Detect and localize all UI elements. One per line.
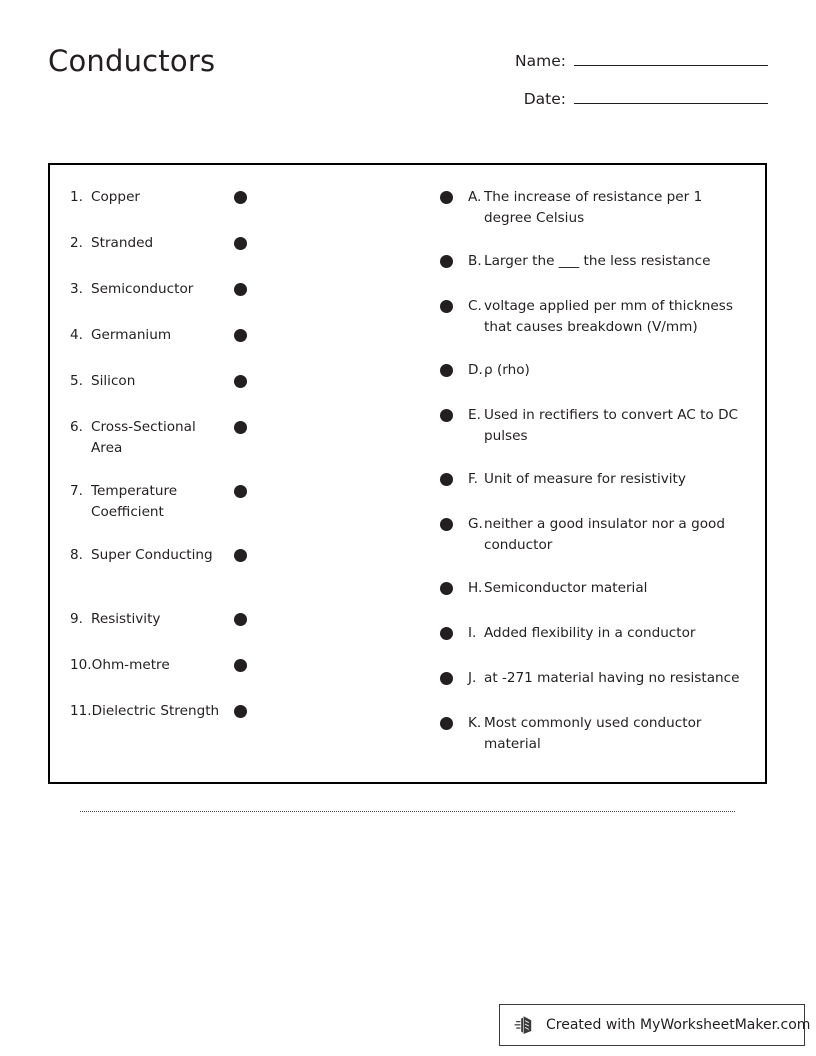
term-label: Cross-Sectional Area xyxy=(91,419,196,456)
answer-match-dot-target[interactable] xyxy=(424,296,468,313)
term-label: Copper xyxy=(91,189,141,205)
term-number: 8. xyxy=(70,547,83,563)
answer-letter: E. xyxy=(468,407,481,423)
answer-label: Most commonly used conductor material xyxy=(484,715,702,752)
answer-text xyxy=(468,187,765,229)
answer-row xyxy=(424,514,765,578)
term-match-dot-target[interactable] xyxy=(220,655,260,672)
answer-letter: A. xyxy=(468,189,482,205)
bullet-dot-icon[interactable] xyxy=(440,473,453,486)
bullet-dot-icon[interactable] xyxy=(234,191,247,204)
answer-row xyxy=(424,623,765,668)
answer-letter: J. xyxy=(468,670,477,686)
answer-match-dot-target[interactable] xyxy=(424,668,468,685)
bullet-dot-icon[interactable] xyxy=(440,255,453,268)
answers-column xyxy=(424,165,765,782)
answer-row xyxy=(424,578,765,623)
answer-row xyxy=(424,713,765,777)
date-row xyxy=(498,86,768,124)
answer-row xyxy=(424,469,765,514)
term-match-dot-target[interactable] xyxy=(220,481,260,498)
term-row xyxy=(68,187,424,233)
term-row xyxy=(68,545,424,609)
worksheet-header xyxy=(0,0,816,140)
term-match-dot-target[interactable] xyxy=(220,371,260,388)
term-text xyxy=(68,325,220,346)
name-input-line[interactable] xyxy=(574,48,768,66)
answer-letter: F. xyxy=(468,471,478,487)
answer-label: neither a good insulator nor a good conductor xyxy=(484,516,725,553)
term-match-dot-target[interactable] xyxy=(220,545,260,562)
name-date-block xyxy=(498,48,768,124)
answer-match-dot-target[interactable] xyxy=(424,713,468,730)
answer-label: voltage applied per mm of thickness that causes breakdown (V/mm) xyxy=(484,298,733,335)
answer-letter: H. xyxy=(468,580,483,596)
matching-exercise-box xyxy=(48,163,767,784)
term-row xyxy=(68,417,424,481)
term-row xyxy=(68,325,424,371)
term-text xyxy=(68,417,220,459)
term-match-dot-target[interactable] xyxy=(220,233,260,250)
bullet-dot-icon[interactable] xyxy=(440,191,453,204)
bullet-dot-icon[interactable] xyxy=(234,283,247,296)
answer-match-dot-target[interactable] xyxy=(424,469,468,486)
name-row xyxy=(498,48,768,86)
term-text xyxy=(68,279,220,300)
answer-text xyxy=(468,623,765,644)
answer-row xyxy=(424,405,765,469)
worksheet-maker-logo-icon xyxy=(512,1012,538,1038)
term-number: 11. xyxy=(70,703,92,719)
answer-text xyxy=(468,251,765,272)
answer-match-dot-target[interactable] xyxy=(424,360,468,377)
answer-label: Semiconductor material xyxy=(484,580,648,596)
answer-match-dot-target[interactable] xyxy=(424,251,468,268)
answer-label: Unit of measure for resistivity xyxy=(484,471,686,487)
answer-row xyxy=(424,296,765,360)
matching-columns xyxy=(50,165,765,782)
term-label: Stranded xyxy=(91,235,154,251)
term-number: 9. xyxy=(70,611,83,627)
term-match-dot-target[interactable] xyxy=(220,279,260,296)
bullet-dot-icon[interactable] xyxy=(234,421,247,434)
term-text xyxy=(68,371,220,392)
bullet-dot-icon[interactable] xyxy=(440,300,453,313)
answer-label: Added flexibility in a conductor xyxy=(484,625,696,641)
created-with-label: Created with MyWorksheetMaker.com xyxy=(546,1017,811,1033)
bullet-dot-icon[interactable] xyxy=(234,237,247,250)
term-number: 4. xyxy=(70,327,83,343)
answer-label: ρ (rho) xyxy=(484,362,530,378)
term-label: Germanium xyxy=(91,327,172,343)
term-text xyxy=(68,545,220,566)
term-match-dot-target[interactable] xyxy=(220,325,260,342)
term-label: Resistivity xyxy=(91,611,161,627)
answer-match-dot-target[interactable] xyxy=(424,514,468,531)
bullet-dot-icon[interactable] xyxy=(440,717,453,730)
bullet-dot-icon[interactable] xyxy=(440,518,453,531)
term-row xyxy=(68,371,424,417)
term-label: Dielectric Strength xyxy=(91,703,220,719)
answer-letter: C. xyxy=(468,298,482,314)
bullet-dot-icon[interactable] xyxy=(234,613,247,626)
term-text xyxy=(68,609,220,630)
answer-match-dot-target[interactable] xyxy=(424,187,468,204)
term-text xyxy=(68,233,220,254)
term-text xyxy=(68,655,220,676)
answer-row xyxy=(424,187,765,251)
term-row xyxy=(68,481,424,545)
page-title: Conductors xyxy=(48,44,216,78)
term-number: 7. xyxy=(70,483,83,499)
answer-text xyxy=(468,713,765,755)
term-label: Temperature Coefficient xyxy=(91,483,178,520)
term-label: Silicon xyxy=(91,373,136,389)
term-label: Ohm-metre xyxy=(91,657,170,673)
term-number: 2. xyxy=(70,235,83,251)
bullet-dot-icon[interactable] xyxy=(440,672,453,685)
answer-text xyxy=(468,514,765,556)
answer-letter: G. xyxy=(468,516,483,532)
term-text xyxy=(68,481,220,523)
answer-row xyxy=(424,251,765,296)
bullet-dot-icon[interactable] xyxy=(440,627,453,640)
term-row xyxy=(68,233,424,279)
answer-label: The increase of resistance per 1 degree Celsius xyxy=(484,189,703,226)
bullet-dot-icon[interactable] xyxy=(234,329,247,342)
term-number: 6. xyxy=(70,419,83,435)
answer-text xyxy=(468,296,765,338)
date-label: Date: xyxy=(523,90,566,108)
bullet-dot-icon[interactable] xyxy=(234,485,247,498)
term-row xyxy=(68,701,424,765)
answer-letter: B. xyxy=(468,253,482,269)
name-label: Name: xyxy=(515,52,566,70)
term-row xyxy=(68,655,424,701)
date-input-line[interactable] xyxy=(574,86,768,104)
term-match-dot-target[interactable] xyxy=(220,701,260,718)
term-match-dot-target[interactable] xyxy=(220,187,260,204)
term-number: 3. xyxy=(70,281,83,297)
answer-text xyxy=(468,578,765,599)
answer-letter: I. xyxy=(468,625,477,641)
bullet-dot-icon[interactable] xyxy=(234,659,247,672)
bullet-dot-icon[interactable] xyxy=(234,375,247,388)
answer-text xyxy=(468,469,765,490)
term-row xyxy=(68,609,424,655)
bullet-dot-icon[interactable] xyxy=(234,705,247,718)
answer-label: Larger the ___ the less resistance xyxy=(484,253,711,269)
created-with-badge[interactable] xyxy=(499,1004,811,1046)
answer-text xyxy=(468,405,765,447)
term-number: 5. xyxy=(70,373,83,389)
bullet-dot-icon[interactable] xyxy=(234,549,247,562)
bullet-dot-icon[interactable] xyxy=(440,582,453,595)
answer-letter: D. xyxy=(468,362,483,378)
term-text xyxy=(68,701,220,722)
answer-match-dot-target[interactable] xyxy=(424,623,468,640)
answer-match-dot-target[interactable] xyxy=(424,405,468,422)
term-label: Semiconductor xyxy=(91,281,194,297)
term-number: 1. xyxy=(70,189,83,205)
answer-label: Used in rectifiers to convert AC to DC pulses xyxy=(484,407,739,444)
term-label: Super Conducting xyxy=(91,547,213,563)
bullet-dot-icon[interactable] xyxy=(440,364,453,377)
answer-match-dot-target[interactable] xyxy=(424,578,468,595)
section-divider xyxy=(80,811,735,812)
term-number: 10. xyxy=(70,657,92,673)
term-match-dot-target[interactable] xyxy=(220,417,260,434)
answer-row xyxy=(424,360,765,405)
terms-column xyxy=(50,165,424,782)
bullet-dot-icon[interactable] xyxy=(440,409,453,422)
answer-label: at -271 material having no resistance xyxy=(484,670,740,686)
answer-text xyxy=(468,360,765,381)
term-match-dot-target[interactable] xyxy=(220,609,260,626)
term-text xyxy=(68,187,220,208)
answer-text xyxy=(468,668,765,689)
term-row xyxy=(68,279,424,325)
answer-letter: K. xyxy=(468,715,482,731)
answer-row xyxy=(424,668,765,713)
